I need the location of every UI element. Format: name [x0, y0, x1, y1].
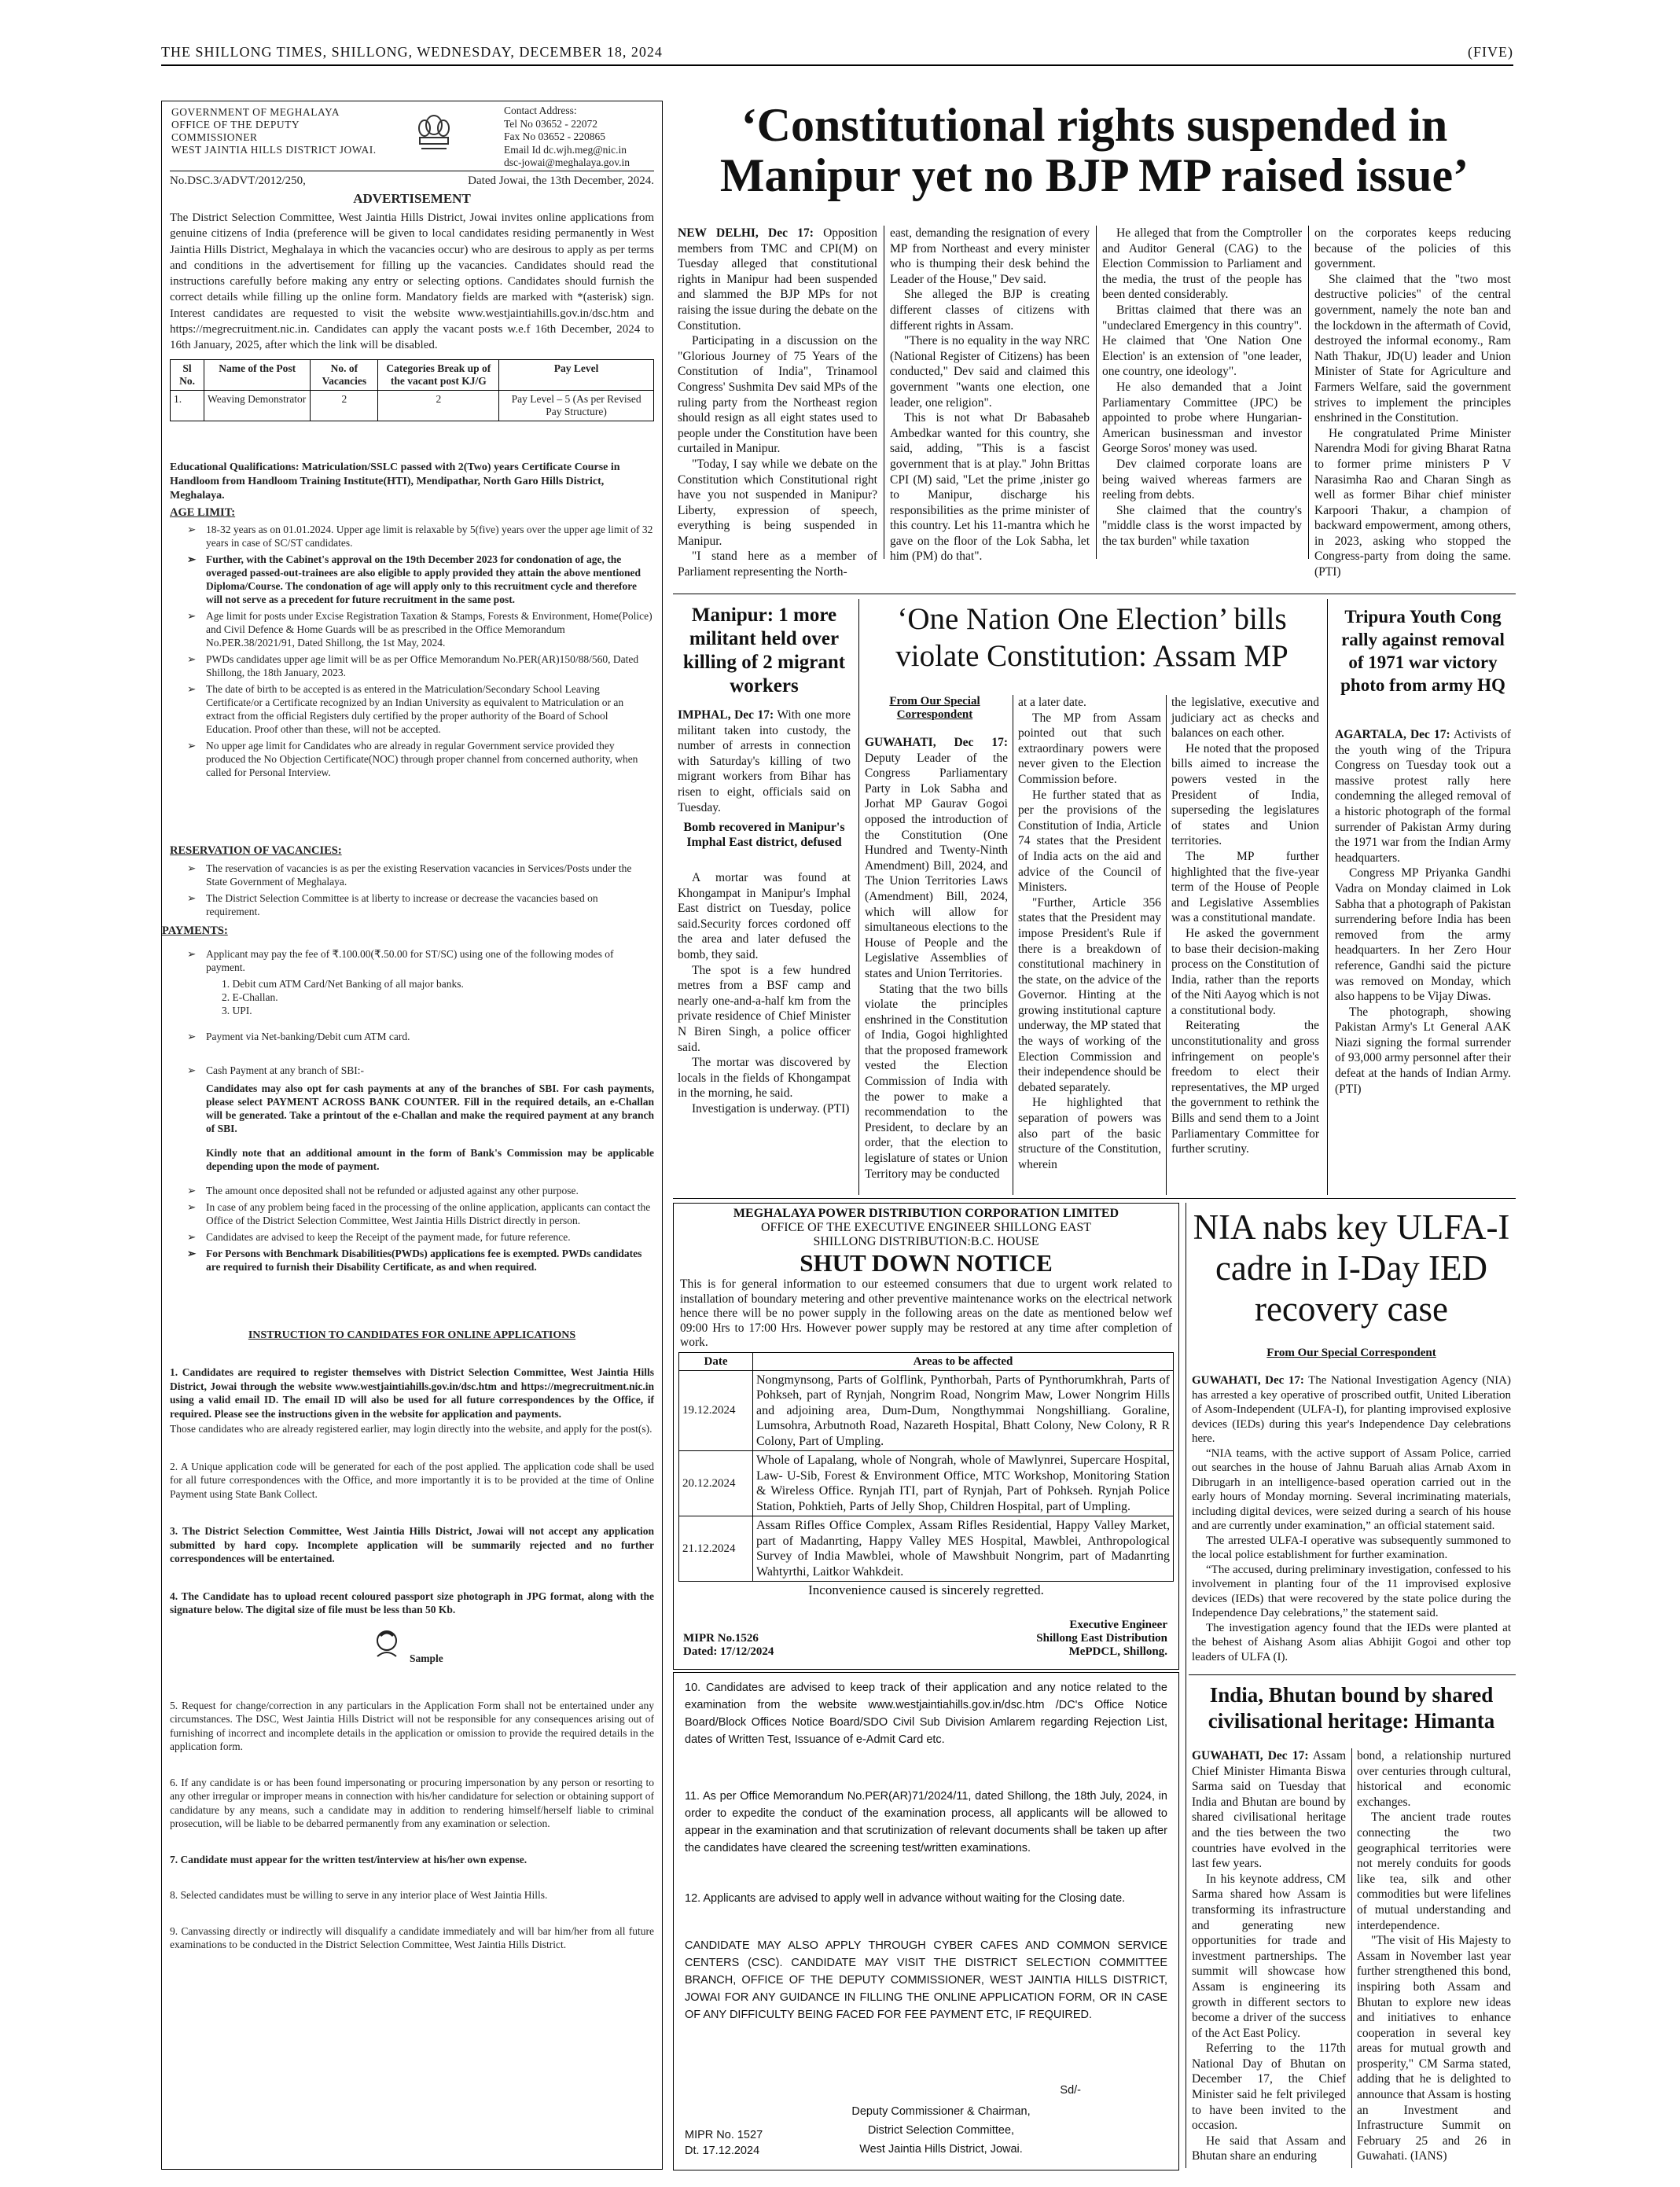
article-paragraph: Congress MP Priyanka Gandhi Vadra on Monday claimed in Lok Sabha that a photograph of Pakistan surrendering before India has been removed from the army headquarters. In her Zero Hour reference, Gandhi said the picture was removed on Monday, which also happens to be Vijay Diwas.	[1335, 866, 1511, 1004]
notice-intro: This is for general information to our esteemed consumers that due to urgent work related to installation of boundary metering and other preventive maintenance works on the electrical network hence there will be no power supply in the following areas on the date as mentioned below wef 09:00 Hrs to 17:00 Hrs. However power supply may be restored at any time after completion of work.	[680, 1277, 1172, 1349]
reservation-title: RESERVATION OF VACANCIES:	[170, 844, 342, 857]
article-paragraph: The investigation agency found that the IEDs were planted at the behest of Aishang Asom alias Abhijit Gogoi and other top leaders of ULFA (I).	[1192, 1621, 1511, 1663]
notice2-sig-2: District Selection Committee,	[867, 2124, 1015, 2137]
article-paragraph: "There is no equality in the way NRC (National Register of Citizens) has been conducted," Dev said and claimed this government "wants one election, one leader, one religion".	[890, 334, 1090, 410]
nia-byline: From Our Special Correspondent	[1266, 1347, 1436, 1359]
cell-areas: Whole of Lapalang, whole of Nongrah, whole of Mawlynrei, Supercare Hospital, Law- U-Sib, Forest & Environment Office, MTC Workshop, Monitoring Station & Wireless Office. Rynjah ITI, part of Rynjah, Part of Pohkseh. Rynjah Police Station, Pohktieh, Parts of Jelly Shop, Children Hospital, part of Umpling.	[753, 1451, 1174, 1516]
instruction-9: 9. Canvassing directly or indirectly will disqualify a candidate immediately and will bar him/her from all future examinations to be conducted in the District Selection Committee, West Jaintia Hills District.	[170, 1924, 654, 1950]
article-paragraph: "The visit of His Majesty to Assam in November last year further strengthened this bond, inspiring both Assam and Bhutan to explore new ideas and initiatives to enhance cooperation in several key areas for mutual growth and prosperity," CM Sarma stated, adding that he is delighted to announce that Assam is hosting an Investment and Infrastructure Summit on February 25 and 26 in Guwahati. (IANS)	[1357, 1934, 1511, 2163]
cell-date: 20.12.2024	[679, 1451, 753, 1516]
tripura-headline: Tripura Youth Cong rally against removal of 1971 war victory photo from army HQ	[1340, 607, 1505, 695]
article-paragraph: east, demanding the resignation of every MP from Northeast and every minister who is thumping their desk behind the Leader of the House," Dev said.	[890, 226, 1090, 286]
article-paragraph: “NIA teams, with the active support of Assam Police, carried out searches in the house of Jahnu Baruah alias Arnab Axom in Dibrugarh in an intelligence-based operation carried out in the early hours of Monday morning. Several incriminating materials, including digital devices, were seized during a search of his house and are currently under examination,” an official statement said.	[1192, 1446, 1511, 1532]
th-post: Name of the Post	[204, 360, 311, 391]
article-paragraph: The MP from Assam pointed out that such extraordinary powers were never given to the Election Commission before.	[1018, 711, 1161, 786]
ad-contact-line: Email Id dc.wjh.meg@nic.in	[504, 143, 627, 156]
ad-title: ADVERTISEMENT	[353, 191, 471, 206]
article-paragraph: The ancient trade routes connecting the two geographical territories were not merely conduits for goods like tea, silk and other commodities but were lifelines of mutual understanding and interdependence.	[1357, 1810, 1511, 1932]
list-item: ➢ Cash Payment at any branch of SBI:-	[206, 1064, 654, 1077]
payments-list	[170, 947, 654, 974]
ad-edu-qual: Educational Qualifications: Matriculation/SSLC passed with 2(Two) years Certificate Course in Handloom from Handloom Training Institute(HTI), Mendipathar, North Garo Hills District, Meghalaya.	[170, 461, 620, 502]
notice2-sig-3: West Jaintia Hills District, Jowai.	[859, 2143, 1023, 2156]
onoe-byline: From Our Special Correspondent	[889, 695, 980, 721]
th-categories: Categories Break up of the vacant post KJ/G	[378, 360, 499, 391]
nia-headline: NIA nabs key ULFA-I cadre in I-Day IED recovery case	[1193, 1207, 1510, 1329]
article-paragraph: He asked the government to base their decision-making process on the Constitution of India, rather than the reports of the Niti Aayog which is not a constitutional body.	[1171, 926, 1319, 1017]
dateline: GUWAHATI, Dec 17:	[1192, 1749, 1309, 1762]
onoe-col-1	[865, 735, 1008, 1194]
ad-header-line: WEST JAINTIA HILLS DISTRICT JOWAI.	[171, 144, 377, 156]
instructions-title: INSTRUCTION TO CANDIDATES FOR ONLINE APPLICATIONS	[248, 1329, 576, 1341]
dateline: AGARTALA, Dec 17:	[1335, 728, 1450, 741]
cell: 1.	[171, 391, 204, 421]
onoe-headline: ‘One Nation One Election’ bills violate Constitution: Assam MP	[895, 602, 1288, 673]
bank-note: Kindly note that an additional amount in the form of Bank's Commission may be applicable depending upon the mode of payment.	[206, 1147, 654, 1172]
ad-contact-block	[504, 105, 630, 170]
onoe-col-3	[1171, 695, 1319, 1194]
article-paragraph: Brittas claimed that there was an "undeclared Emergency in this country". He claimed that 'One Nation One Election' is an extension of "one leader, one country, one ideology".	[1102, 303, 1302, 379]
notice-sig-2: Shillong East Distribution	[1036, 1632, 1167, 1645]
sample-photo-icon	[373, 1628, 401, 1658]
payment-rules	[170, 1184, 654, 1274]
list-item: ➢ The District Selection Committee is at liberty to increase or decrease the vacancies based on requirement.	[206, 891, 654, 918]
ad-contact-line: Tel No 03652 - 22072	[504, 117, 598, 130]
ad-office-header	[171, 106, 377, 156]
instruction-4: 4. The Candidate has to upload recent coloured passport size photograph in JPG format, along with the signature below. The digital size of file must be less than 50 Kb.	[170, 1590, 654, 1615]
instruction-5: 5. Request for change/correction in any particulars in the Application Form shall not be entertained under any circumstances. The DSC, West Jaintia Hills District will not be responsible for any consequences arising out of furnishing of incorrect and incomplete details in the application or omission to provide the required details in the application form.	[170, 1699, 654, 1752]
lead-headline: ‘Constitutional rights suspended in Manipur yet no BJP MP raised issue’	[719, 99, 1469, 201]
article-paragraph: on the corporates keeps reducing because of the policies of this government.	[1314, 226, 1511, 271]
bhutan-headline: India, Bhutan bound by shared civilisational heritage: Himanta	[1208, 1683, 1495, 1733]
list-item: ➢ The date of birth to be accepted is as entered in the Matriculation/Secondary School Leaving Certificate/or a Certificate recognized by an Indian University as equivalent to Matriculation or an extract from the official Registers duly certified by the proper authority of the Board of School Education. Proof other than these, will not be accepted.	[206, 682, 654, 736]
article-paragraph: He noted that the proposed bills aimed to increase the powers vested in the President of India, superseding the legislatures of states and Union territories.	[1171, 741, 1319, 848]
article-paragraph: The mortar was discovered by locals in the fields of Khongampat in the morning, he said.	[678, 1056, 851, 1101]
article-paragraph: He said that Assam and Bhutan share an enduring	[1192, 2134, 1346, 2163]
table-row	[679, 1451, 1174, 1516]
list-item: ➢ No upper age limit for Candidates who are already in regular Government service provided they produced the No Objection Certificate(NOC) through proper channel from concerned authority, when called for Personal Interview.	[206, 739, 654, 779]
dateline: GUWAHATI, Dec 17:	[1192, 1374, 1304, 1387]
article-paragraph: The spot is a few hundred metres from a BSF camp and nearly one-and-a-half km from the private residence of Chief Minister N Biren Singh, a police officer said.	[678, 963, 851, 1054]
article-paragraph: Reiterating the unconstitutionality and gross infringement on people's freedom to elect their representatives, the MP urged the government to rethink the Bills and send them to a Joint Parliamentary Committee for further scrutiny.	[1171, 1019, 1319, 1156]
article-paragraph: bond, a relationship nurtured over centuries through cultural, historical and economic exchanges.	[1357, 1749, 1511, 1809]
article-paragraph: Investigation is underway. (PTI)	[692, 1101, 850, 1116]
shutdown-table-header	[679, 1352, 1174, 1370]
payment-mode: 1. Debit cum ATM Card/Net Banking of all major banks.	[222, 978, 464, 990]
instruction-3: 3. The District Selection Committee, West Jaintia Hills District, Jowai will not accept any application submitted by hard copy. Incomplete application will be summarily rejected and no further correspondences will be entertained.	[170, 1525, 654, 1564]
article-paragraph: The arrested ULFA-I operative was subsequently summoned to the local police establishment for further examination.	[1192, 1534, 1511, 1561]
nia-body	[1192, 1373, 1511, 1668]
lead-col-4	[1314, 226, 1511, 579]
article-paragraph: She claimed that the "two most destructive policies" of the central government, namely the note ban and the lockdown in the aftermath of Covid, destroyed the informal economy., Ram Nath Thakur, JD(U) leader and Union Minister of State for Agriculture and Farmers Welfare, said the government strives to implement the principles enshrined in the Constitution.	[1314, 272, 1511, 425]
cell: 2	[378, 391, 499, 421]
cell: 2	[311, 391, 378, 421]
article-paragraph: Stating that the two bills violate the principles enshrined in the Constitution of India, Gogoi highlighted that the proposed framework vested the Election Commission of India with the power to make a recommendation to the President, to declare by an order, that the election to legislature of states or Union Territory may be conducted	[865, 982, 1008, 1181]
list-item: ➢ PWDs candidates upper age limit will be as per Office Memorandum No.PER(AR)150/88/560, Dated Shillong, the 18th January, 2023.	[206, 652, 654, 679]
instruction-8: 8. Selected candidates must be willing to serve in any interior place of West Jaintia Hills.	[170, 1889, 548, 1901]
list-item: ➢ The reservation of vacancies is as per the existing Reservation vacancies in Services/Posts under the State Government of Meghalaya.	[206, 862, 654, 888]
manipur-subhead: Bomb recovered in Manipur's Imphal East district, defused	[683, 821, 845, 849]
lead-col-1	[678, 226, 877, 579]
article-paragraph: She claimed that the country's "middle class is the worst impacted by the tax burden" while taxation	[1102, 503, 1302, 548]
article-paragraph: Dev claimed corporate loans are being waived whereas farmers are reeling from debts.	[1102, 457, 1302, 502]
article-paragraph: He highlighted that separation of powers was also part of the basic structure of the Constitution, wherein	[1018, 1096, 1161, 1171]
article-paragraph: He congratulated Prime Minister Narendra Modi for giving Bharat Ratna to former prime ministers P V Narasimha Rao and Charan Singh as well as former Bihar chief minister Karpoori Thakur, a champion of backward empowerment, among others, in 2023, asking who stopped the Congress-party from doing the same. (PTI)	[1314, 426, 1511, 579]
vacancy-table-header	[171, 360, 654, 391]
vacancy-table	[170, 359, 654, 421]
list-item: ➢ Payment via Net-banking/Debit cum ATM card.	[206, 1030, 654, 1043]
article-paragraph: She alleged the BJP is creating different classes of citizens with different rights in Assam.	[890, 288, 1090, 333]
article-paragraph: GUWAHATI, Dec 17: Deputy Leader of the Congress Parliamentary Party in Lok Sabha and Jorhat MP Gaurav Gogoi opposed the introduction of the Constitution (One Hundred and Twenty-Ninth Amendment) Bill, 2024, and The Union Territories Laws (Amendment) Bill, 2024, which will allow for simultaneous elections to the House of People and the Legislative Assemblies of states and Union Territories.	[865, 736, 1008, 980]
th-date: Date	[679, 1352, 753, 1370]
age-limit-title: AGE LIMIT:	[170, 506, 236, 519]
table-row	[679, 1370, 1174, 1451]
list-item: ➢ Age limit for posts under Excise Registration Taxation & Stamps, Forests & Environment, Home(Police) and Civil Defence & Home Guards will be as prescribed in the Office Memorandum No.PER.38/2021/91, Dated Shillong, the 1st May, 2024.	[206, 609, 654, 649]
manipur-body-2	[678, 870, 851, 1194]
list-item: ➢ For Persons with Benchmark Disabilities(PWDs) applications fee is exempted. PWDs candidates are required to furnish their Disability Certificate, as and when required.	[206, 1247, 654, 1274]
cell-date: 19.12.2024	[679, 1370, 753, 1451]
lead-col-3	[1102, 226, 1302, 564]
tripura-body	[1335, 727, 1511, 1194]
emblem-icon	[414, 111, 454, 155]
notice-org: MEGHALAYA POWER DISTRIBUTION CORPORATION LIMITED	[733, 1207, 1119, 1220]
notice-sig-3: MePDCL, Shillong.	[1068, 1645, 1167, 1658]
sample-label: Sample	[410, 1652, 443, 1664]
ad-intro: The District Selection Committee, West Jaintia Hills District, Jowai invites online applications from genuine citizens of India (preference will be given to local candidates residing permanently in West Jaintia Hills District, Meghalaya in which the vacancies occur) who are desirous to apply as per terms and conditions in the advertisement for filling up the vacancies. Candidates should read the instructions carefully before making any entry or selecting options. Candidates should furnish the correct details while filling up the online form. Mandatory fields are marked with *(asterisk) sign. Interest candidates are requested to visit the website www.westjaintiahills.gov.in/dsc.htm and https://megrecruitment.nic.in. Candidates can apply the vacant posts w.e.f 16th December, 2024 to 16th January, 2025, after which the link will be disabled.	[170, 211, 654, 352]
article-paragraph: GUWAHATI, Dec 17: The National Investigation Agency (NIA) has arrested a key operative of proscribed outfit, United Liberation of Asom-Independent (ULFA-I), for planting improvised explosive devices (IEDs) during this year's Independence Day celebrations here.	[1192, 1374, 1511, 1445]
article-paragraph: AGARTALA, Dec 17: Activists of the youth wing of the Tripura Congress on Tuesday took out a massive protest rally here condemning the alleged removal of a historic photograph of the formal surrender of Pakistan Army during the 1971 war from the Indian Army headquarters.	[1335, 728, 1512, 865]
cell-date: 21.12.2024	[679, 1516, 753, 1582]
notice2-dt: Dt. 17.12.2024	[685, 2145, 760, 2157]
bhutan-col-1	[1192, 1748, 1346, 2168]
cell: Weaving Demonstrator	[204, 391, 311, 421]
notice-division: SHILLONG DISTRIBUTION:B.C. HOUSE	[813, 1235, 1039, 1248]
reservation-list	[170, 862, 654, 918]
manipur-body	[678, 708, 851, 816]
article-paragraph: the legislative, executive and judiciary act as checks and balances on each other.	[1171, 696, 1319, 741]
ad-header-line: GOVERNMENT OF MEGHALAYA	[171, 106, 340, 118]
article-paragraph: "Today, I say while we debate on the Constitution which Constitutional right have you not suspended in Manipur? Liberty, expression of speech, everything is being suspended in Manipur.	[678, 457, 877, 548]
masthead	[161, 41, 1513, 66]
article-paragraph: at a later date.	[1018, 696, 1086, 709]
article-paragraph: NEW DELHI, Dec 17: Opposition members from TMC and CPI(M) on Tuesday alleged that constitutional rights in Manipur had been suspended and slammed the BJP MPs for not raising the issue during the debate on the Constitution.	[678, 226, 877, 333]
notice2-sd: Sd/-	[1060, 2084, 1081, 2097]
dsc-notice-continued	[673, 1672, 1179, 2170]
th-pay-level: Pay Level	[499, 360, 654, 391]
list-item: ➢ Candidates are advised to keep the Receipt of the payment made, for future reference.	[206, 1230, 654, 1244]
table-row	[171, 391, 654, 421]
notice-regret: Inconvenience caused is sincerely regretted.	[808, 1582, 1044, 1597]
notice-sig-1: Executive Engineer	[1069, 1619, 1167, 1631]
notice-mipr-date: Dated: 17/12/2024	[683, 1645, 774, 1658]
manipur-headline: Manipur: 1 more militant held over killing of 2 migrant workers	[682, 605, 846, 697]
instruction-2: 2. A Unique application code will be generated for each of the post applied. The application code shall be used for all future correspondences with the Office, and more importantly it is to be provided at the time of Online Payment using State Bank Collect.	[170, 1460, 654, 1500]
list-item: ➢ Further, with the Cabinet's approval on the 19th December 2023 for condonation of age, the overaged passed-out-trainees are also eligible to apply provided they attain the above mentioned Diploma/Course. The condonation of age will apply only to this recruitment cycle and therefore will not serve as a precedent for future recruitment in the same post.	[206, 553, 654, 606]
article-paragraph: The photograph, showing Pakistan Army's Lt General AAK Niazi signing the formal surrender of 93,000 army personnel after their defeat at the hands of Indian Army. (PTI)	[1335, 1005, 1511, 1096]
dateline: NEW DELHI, Dec 17:	[678, 226, 814, 240]
notice-office: OFFICE OF THE EXECUTIVE ENGINEER SHILLONG EAST	[760, 1221, 1092, 1234]
article-paragraph: In his keynote address, CM Sarma shared how Assam is transforming its infrastructure and generating new opportunities for trade and investment partnerships. The summit will showcase how Assam is engineering its growth in different sectors to become a driver of the success of the Act East Policy.	[1192, 1872, 1346, 2040]
onoe-col-2	[1018, 695, 1161, 1194]
notice-title: SHUT DOWN NOTICE	[800, 1249, 1053, 1277]
th-sl: Sl No.	[171, 360, 204, 391]
notice-mipr: MIPR No.1526	[683, 1632, 759, 1645]
age-limit-list	[170, 523, 654, 779]
instruction-7: 7. Candidate must appear for the written test/interview at his/her own expense.	[170, 1853, 528, 1865]
table-row	[679, 1516, 1174, 1582]
payments-title: PAYMENTS:	[162, 924, 228, 937]
cell-areas: Nongmynsong, Parts of Golflink, Pynthorbah, Parts of Pynthorumkhrah, Parts of Pohkseh, part of Rynjah, Nongrim Road, Nongrim Maw, Lower Nongrim Hills and adjoining area, Dum-Dum, Nongthymmai Nongshilliang. Goraline, Lumsohra, Arbutnoth Road, Nazareth Hospital, Bhatt Colony, New Colony, R R Colony, Part of Umpling.	[753, 1370, 1174, 1451]
ad-contact-line: dsc-jowai@meghalaya.gov.in	[504, 156, 630, 168]
payment-mode: 2. E-Challan.	[222, 991, 278, 1003]
notice2-caps: CANDIDATE MAY ALSO APPLY THROUGH CYBER CAFES AND COMMON SERVICE CENTERS (CSC). CANDIDATE MAY VISIT THE DISTRICT SELECTION COMMITTEE BRANCH, OFFICE OF THE DEPUTY COMMISSIONER, WEST JAINTIA HILLS DISTRICT, JOWAI FOR ANY GUIDANCE IN FILLING THE ONLINE APPLICATION FORM, OR IN CASE OF ANY DIFFICULTY BEING FACED FOR FEE PAYMENT ETC, IF REQUIRED.	[685, 1939, 1167, 2021]
lead-col-2	[890, 226, 1090, 564]
notice2-mipr: MIPR No. 1527	[685, 2129, 763, 2141]
dsc-advertisement	[161, 101, 663, 2170]
article-paragraph: He alleged that from the Comptroller and Auditor General (CAG) to the Election Commission to Parliament and the media, the trust of the people has been dented considerably.	[1102, 226, 1302, 302]
bhutan-col-2	[1357, 1748, 1511, 2168]
ad-contact-line: Fax No 03652 - 220865	[504, 130, 605, 142]
article-paragraph: A mortar was found at Khongampat in Manipur's Imphal East district on Tuesday, police said.Security forces cordoned off the area and later defused the bomb, they said.	[678, 871, 851, 961]
notice2-p10: 10. Candidates are advised to keep track of their application and any notice related to the examination from the website www.westjaintiahills.gov.in/dsc.htm /DC's Office Notice Board/Block Offices Notice Board/SDO Civil Sub Division Amlarem regarding Rejection List, dates of Written Test, Issuance of e-Admit Card etc.	[685, 1682, 1167, 1746]
notice2-p11: 11. As per Office Memorandum No.PER(AR)71/2024/11, dated Shillong, the 18th July, 2024, in order to expedite the conduct of the examination process, all applicants will be allowed to appear in the examination and that scrutinization of relevant documents shall be taken up after the candidates have cleared the screening test/written examinations.	[685, 1790, 1167, 1854]
dateline: GUWAHATI, Dec 17:	[865, 736, 1008, 749]
list-item: ➢ The amount once deposited shall not be refunded or adjusted against any other purpose.	[206, 1184, 654, 1197]
article-paragraph: He further stated that as per the provisions of the Constitution of India, Article 74 states that the President of India acts on the aid and advice of the Council of Ministers.	[1018, 788, 1161, 895]
shutdown-notice	[673, 1203, 1179, 1670]
instruction-6: 6. If any candidate is or has been found impersonating or procuring impersonation by any person or resorting to any other irregular or improper means in connection with his/her candidature for selection or obtaining support of candidature by any means, such a candidate may in addition to rendering himself/herself liable to criminal prosecution, will be liable to be debarred permanently from any examination or selection.	[170, 1776, 654, 1829]
dateline: IMPHAL, Dec 17:	[678, 708, 774, 722]
list-item: ➢ Applicant may pay the fee of ₹.100.00(₹.50.00 for ST/SC) using one of the following modes of payment.	[206, 947, 654, 974]
article-paragraph: "I stand here as a member of Parliament representing the North-	[678, 550, 877, 579]
cash-detail: Candidates may also opt for cash payments at any of the branches of SBI. For cash payments, please select PAYMENT ACROSS BANK COUNTER. Fill in the required details, an e-Challan will be generated. Take a printout of the e-Challan and make the required payment at any branch of SBI.	[206, 1082, 654, 1134]
shutdown-table	[678, 1352, 1174, 1582]
article-paragraph: "Further, Article 356 states that the President may impose President's Rule if there is a breakdown of constitutional machinery in the state, on the advice of the Governor. Hinting at the growing institutional capture underway, the MP stated that the ways of working of the Election Commission and their independence should be debated separately.	[1018, 895, 1161, 1094]
article-paragraph: He also demanded that a Joint Parliamentary Committee (JPC) be appointed to probe where Hungarian-American businessman and investor George Soros' money was used.	[1102, 380, 1302, 456]
article-paragraph: Referring to the 117th National Day of Bhutan on December 17, the Chief Minister said he felt privileged to have been invited to the occasion.	[1192, 2042, 1346, 2133]
th-vacancies: No. of Vacancies	[311, 360, 378, 391]
page-number: (FIVE)	[1468, 44, 1513, 60]
masthead-title: THE SHILLONG TIMES, SHILLONG, WEDNESDAY, DECEMBER 18, 2024	[161, 44, 663, 60]
ad-ref-date: Dated Jowai, the 13th December, 2024.	[468, 175, 654, 187]
ad-header-line: OFFICE OF THE DEPUTY	[171, 119, 300, 130]
list-item: ➢ 18-32 years as on 01.01.2024. Upper age limit is relaxable by 5(five) years over the upper age limit of 32 years in case of SC/ST candidates.	[206, 523, 654, 550]
list-item: ➢ In case of any problem being faced in the processing of the online application, applicants can contact the Office of the District Selection Committee, West Jaintia Hills District directly in person.	[206, 1200, 654, 1227]
ad-contact-line: Contact Address:	[504, 105, 577, 116]
article-paragraph: IMPHAL, Dec 17: With one more militant taken into custody, the number of arrests in connection with Saturday's killing of two migrant workers from Bihar has risen to eight, officials said on Tuesday.	[678, 708, 851, 814]
ad-header-line: COMMISSIONER	[171, 131, 258, 143]
instruction-1b: Those candidates who are already registered earlier, may login directly into the website, and apply for the post(s).	[170, 1423, 653, 1435]
ad-ref-no: No.DSC.3/ADVT/2012/250,	[170, 175, 306, 187]
article-paragraph: Participating in a discussion on the "Glorious Journey of 75 Years of the Constitution of India", Trinamool Congress' Sushmita Dev said MPs of the ruling party from the Northeast region should resign as all eight states used to people under the Constitution have been curtailed in Manipur.	[678, 334, 877, 456]
notice2-p12: 12. Applicants are advised to apply well in advance without waiting for the Closing date.	[685, 1892, 1126, 1905]
instruction-1: 1. Candidates are required to register themselves with District Selection Committee, West Jaintia Hills District, Jowai through the website www.westjaintiahills.gov.in/dsc.htm and https://megrecruitment.nic.in using a valid email ID. The email ID will also be used for all future correspondences by the Office, if required. Please see the instructions given in the website for application and payments.	[170, 1366, 654, 1420]
article-paragraph: “The accused, during preliminary investigation, confessed to his involvement in planting four of the 11 improvised explosive devices (IEDs) that were recovered by the state police during the Independence Day celebrations,” the statement said.	[1192, 1563, 1511, 1619]
cell-areas: Assam Rifles Office Complex, Assam Rifles Residential, Happy Valley Market, part of Madanrting, Happy Valley MES Hospital, Mawblei, Anthropological Survey of India Mawblei, whole of Mawshbuit Nongrim, part of Madanrting Wahtyrthi, Laitkor Wahkdeit.	[753, 1516, 1174, 1582]
notice2-sig-1: Deputy Commissioner & Chairman,	[851, 2105, 1031, 2118]
payment-mode: 3. UPI.	[222, 1005, 252, 1016]
article-paragraph: GUWAHATI, Dec 17: Assam Chief Minister Himanta Biswa Sarma said on Tuesday that India and Bhutan are bound by shared civilisational heritage and the ties between the two countries have evolved in the last few years.	[1192, 1749, 1346, 1871]
th-areas: Areas to be affected	[753, 1352, 1174, 1370]
cell: Pay Level – 5 (As per Revised Pay Structure)	[499, 391, 654, 421]
article-paragraph: This is not what Dr Babasaheb Ambedkar wanted for this country, she said, adding, "This is a fascist government that is at play." John Brittas CPI (M) said, "Let the prime ,inister go to Manipur, discharge his responsibilities as the prime minister of this country. Let his 11-mantra which he gave on the floor of the Lok Sabha, let him (PM) do that".	[890, 411, 1090, 564]
article-paragraph: The MP further highlighted that the five-year term of the House of People and Legislative Assemblies was a constitutional mandate.	[1171, 849, 1319, 925]
